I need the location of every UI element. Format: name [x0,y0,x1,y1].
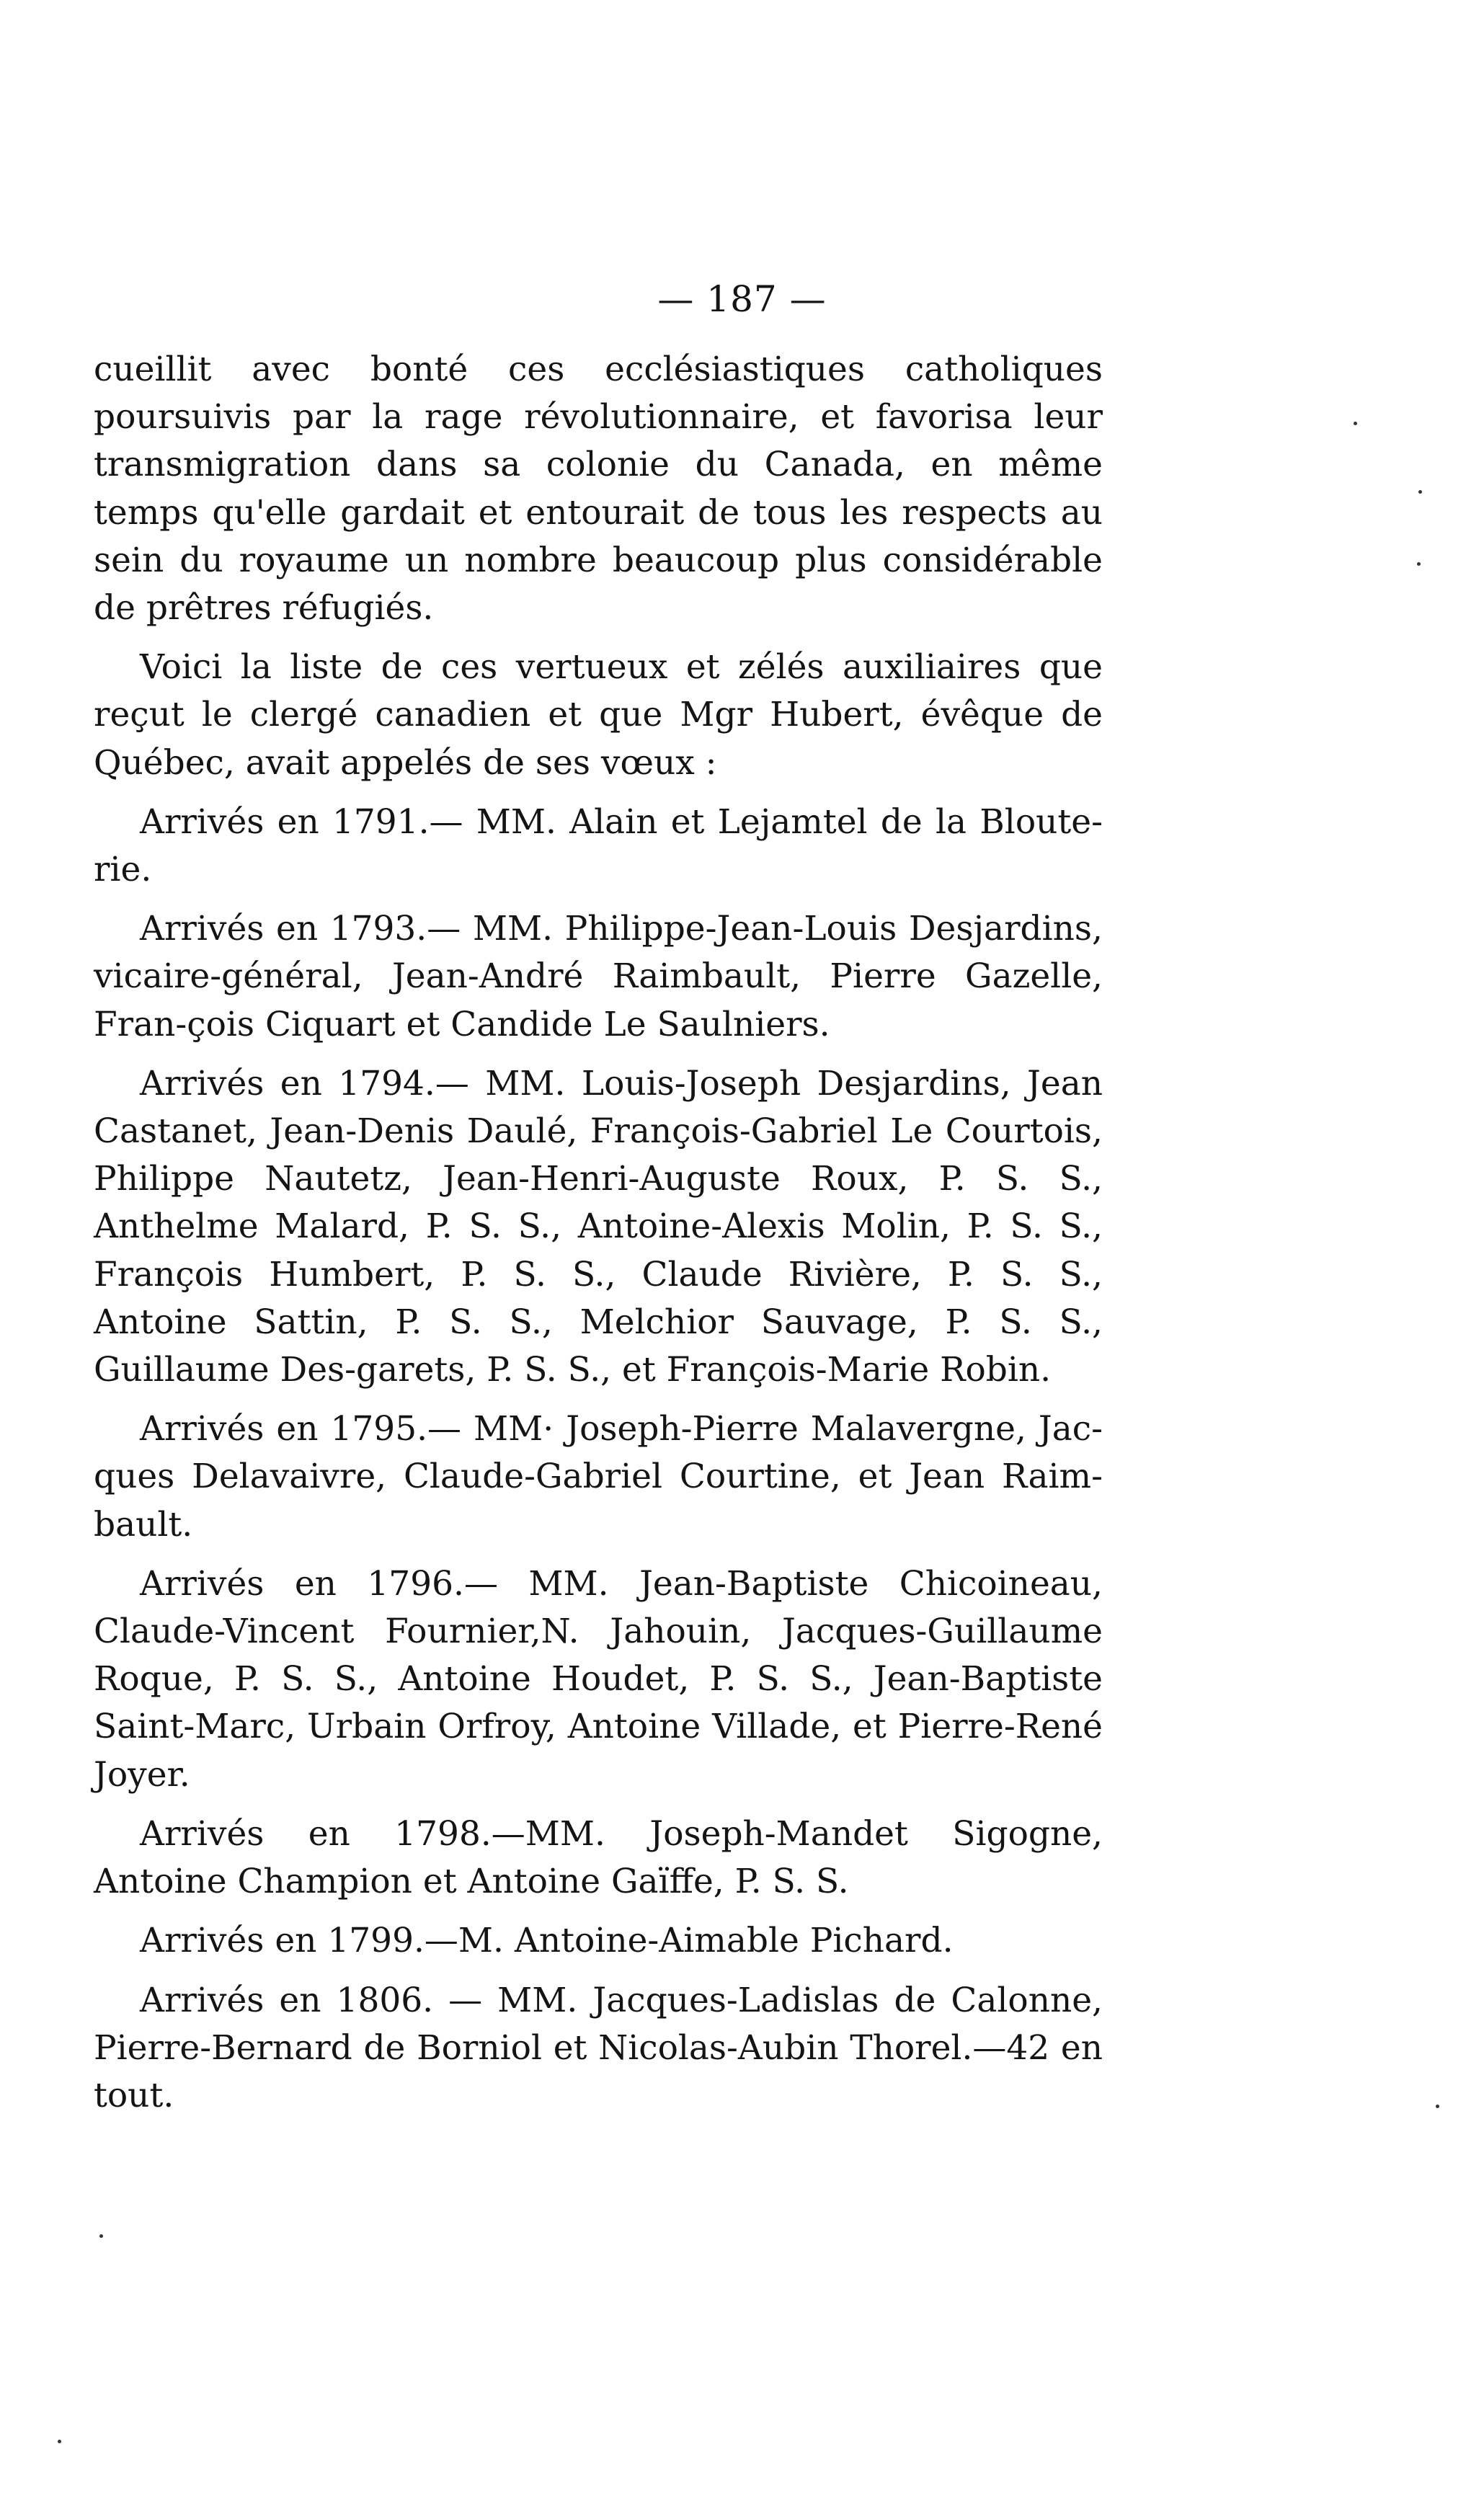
scan-speck [1354,422,1357,425]
paragraph-arrivals-1793: Arrivés en 1793.— MM. Philippe-Jean-Louis Desjardins, vicaire-général, Jean-André Raimbault, Pierre Gazelle, Fran-çois Ciquart et Candide Le Saulniers. [94,909,1103,1044]
paragraph-continuation: cueillit avec bonté ces ecclésiastiques catholiques poursuivis par la rage révolutionnaire, et favorisa leur transmigration dans sa colonie du Canada, en même temps qu'elle gardait et entourait de tous les respects au sein du royaume un nombre beaucoup plus considérable de prêtres réfugiés. [94,350,1103,628]
paragraph-arrivals-1806: Arrivés en 1806. — MM. Jacques-Ladislas de Calonne, Pierre-Bernard de Borniol et Nicolas-Aubin Thorel.—42 en tout. [94,1980,1103,2115]
paragraph-arrivals-1791: Arrivés en 1791.— MM. Alain et Lejamtel de la Bloute-rie. [94,801,1103,890]
paragraph-arrivals-1794: Arrivés en 1794.— MM. Louis-Joseph Desjardins, Jean Castanet, Jean-Denis Daulé, François-Gabriel Le Courtois, Philippe Nautetz, Jean-Henri-Auguste Roux, P. S. S., Anthelme Malard, P. S. S., Antoine-Alexis Molin, P. S. S., François Humbert, P. S. S., Claude Rivière, P. S. S., Antoine Sattin, P. S. S., Melchior Sauvage, P. S. S., Guillaume Des-garets, P. S. S., et François-Marie Robin. [94,1063,1103,1390]
scan-speck [1418,490,1422,494]
scan-speck [1436,2105,1439,2108]
paragraph-arrivals-1798: Arrivés en 1798.—MM. Joseph-Mandet Sigogne, Antoine Champion et Antoine Gaïffe, P. S. S. [94,1813,1103,1902]
paragraph-intro-list: Voici la liste de ces vertueux et zélés auxiliaires que reçut le clergé canadien et que Mgr Hubert, évêque de Québec, avait appelés de ses vœux : [94,647,1103,783]
paragraph-arrivals-1795: Arrivés en 1795.— MM· Joseph-Pierre Malavergne, Jac-ques Delavaivre, Claude-Gabriel Courtine, et Jean Raim-bault. [94,1409,1103,1545]
scan-speck [1417,562,1421,566]
scan-speck [99,2234,103,2238]
body-text [94,346,1103,2131]
paragraph-arrivals-1796: Arrivés en 1796.— MM. Jean-Baptiste Chicoineau, Claude-Vincent Fournier,N. Jahouin, Jacques-Guillaume Roque, P. S. S., Antoine Houdet, P. S. S., Jean-Baptiste Saint-Marc, Urbain Orfroy, Antoine Villade, et Pierre-René Joyer. [94,1563,1103,1795]
page-number: — 187 — [657,278,827,320]
paragraph-arrivals-1799: Arrivés en 1799.—M. Antoine-Aimable Pichard. [140,1921,954,1961]
scan-speck [58,2440,61,2443]
